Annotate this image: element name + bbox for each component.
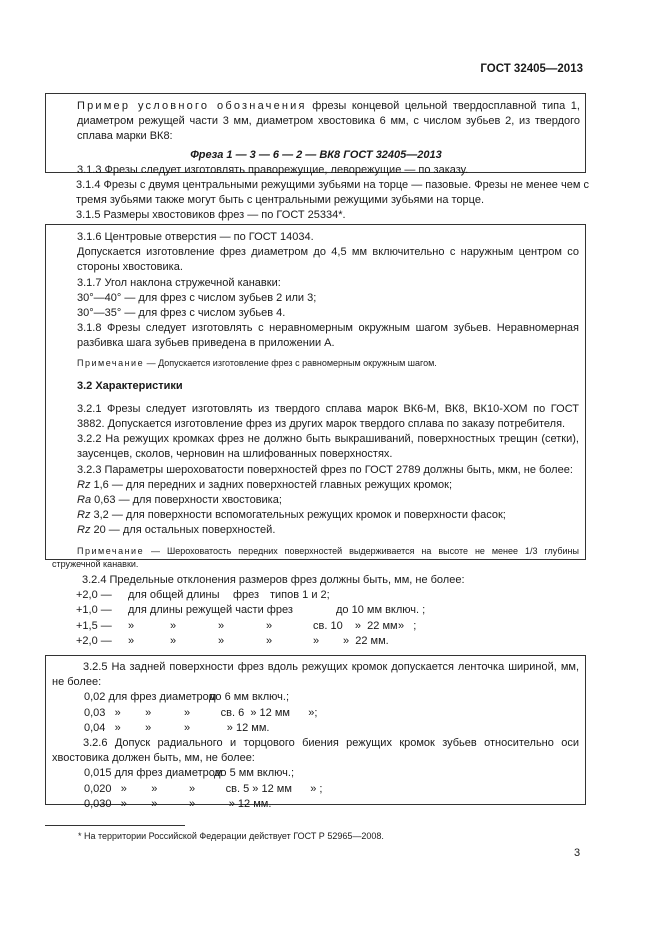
tolerance-cell: » (266, 634, 273, 647)
tolerance-cell: » (266, 619, 273, 632)
roughness-text-3: 3,2 — для поверхности вспомогательных режущих кромок и поверхности фасок; (90, 509, 506, 522)
tolerance-cell: для общей длины (128, 589, 220, 602)
tolerance-cell: фрез (233, 589, 260, 602)
tolerance-cell: » (170, 634, 177, 647)
clause-3-2-4: 3.2.4 Предельные отклонения размеров фрез должны быть, мм, не более: (82, 574, 465, 586)
clause-3-1-5: 3.1.5 Размеры хвостовиков фрез — по ГОСТ 25334*. (76, 209, 346, 222)
roughness-symbol-3: Rz (77, 509, 91, 522)
roughness-text-2: 0,63 — для поверхности хвостовика; (91, 494, 282, 507)
clause-3-1-3: 3.1.3 Фрезы следует изготовлять праворежущие, леворежущие — по заказу. (77, 163, 469, 176)
tolerance-cell: » 22 мм. (343, 634, 389, 647)
note-2-text: — Шероховатость передних поверхностей выдерживается на высоте не менее 1/3 глубины стружечной канавки. (52, 545, 579, 569)
clause-3-1-8: 3.1.8 Фрезы следует изготовлять с неравномерным окружным шагом зубьев. Неравномерная разбивка шага зубьев приведена в приложении А. (77, 322, 579, 350)
tolerance-cell: » (218, 634, 225, 647)
characteristics-box (45, 224, 586, 569)
tolerance-cell: » (218, 619, 225, 632)
clause-3-1-7: 3.1.7 Угол наклона стружечной канавки: (77, 276, 281, 289)
tolerance-cell: » (128, 619, 135, 632)
runout-box (45, 655, 586, 810)
clause-3-1-6: 3.1.6 Центровые отверстия — по ГОСТ 14034. (77, 231, 314, 243)
angle-row-1: 30°—40° — для фрез с числом зубьев 2 или 3; (77, 291, 317, 304)
example-box (45, 93, 586, 176)
clause-3-2-5: 3.2.5 На задней поверхности фрез вдоль режущих кромок допускается ленточка шириной, мм, не более: (52, 661, 579, 689)
footnote-divider (45, 825, 185, 826)
tolerance-cell: » (128, 634, 135, 647)
roughness-row-2 (52, 493, 579, 508)
clause-3-2-3: 3.2.3 Параметры шероховатости поверхностей фрез по ГОСТ 2789 должны быть, мкм, не более: (77, 463, 573, 476)
runout-row-2 (52, 782, 579, 797)
clause-3-2-1: 3.2.1 Фрезы следует изготовлять из твердого сплава марок ВК6-М, ВК8, ВК10-ХОМ по ГОСТ 3882. Допускается изготовление фрез из других марок твердого сплава по заказу потребителя. (77, 402, 579, 431)
tolerance-rows (48, 588, 589, 649)
land-row-2 (52, 706, 579, 721)
note-1 (52, 357, 579, 370)
clause-3-2-6: 3.2.6 Допуск радиального и торцового биения режущих кромок зубьев относительно оси хвостовика должен быть, мм, не более: (52, 737, 579, 765)
land-row-2-a: 0,03 » » (84, 706, 152, 719)
clause-3-2-2: 3.2.2 На режущих кромках фрез не должно быть выкрашиваний, поверхностных трещин (сетки), заусенцев, сколов, черновин на шлифованных поверхностях. (77, 433, 579, 461)
tolerance-cell: +2,0 — (76, 589, 112, 602)
runout-row-1-a: 0,015 для фрез диаметром (84, 767, 223, 780)
runout-row-3 (52, 797, 579, 812)
roughness-row-4 (52, 523, 579, 538)
designation: Фреза 1 — 3 — 6 — 2 — ВК8 ГОСТ 32405—2013 (190, 148, 442, 161)
tolerance-cell: +1,0 — (76, 604, 112, 617)
document-id: ГОСТ 32405—2013 (480, 63, 583, 75)
tolerance-cell: типов 1 и 2; (270, 589, 330, 602)
land-row-3-a: 0,04 » » (84, 721, 152, 734)
land-row-2-b: » св. 6 » 12 мм »; (184, 706, 318, 719)
clause-3-1-6-detail: Допускается изготовление фрез диаметром до 4,5 мм включительно с наружным центром со стороны хвостовика. (77, 246, 579, 274)
land-row-1-b: до 6 мм включ.; (209, 691, 289, 704)
angle-row-2: 30°—35° — для фрез с числом зубьев 4. (77, 307, 286, 320)
tolerance-row (76, 603, 589, 618)
note-1-label: Примечание (77, 357, 145, 368)
tolerance-cell: +2,0 — (76, 634, 112, 647)
runout-row-2-b: » св. 5 » 12 мм » ; (189, 782, 323, 795)
runout-row-3-a: 0,030 » » (84, 797, 158, 810)
runout-row-2-a: 0,020 » » (84, 782, 158, 795)
tolerance-row (76, 588, 589, 603)
example-paragraph (52, 99, 580, 145)
clause-3-1-4: 3.1.4 Фрезы с двумя центральными режущими зубьями на торце — пазовые. Фрезы не менее чем с тремя зубьями также могут быть с центральными режущими зубьями на торце. (76, 179, 589, 207)
note-2 (52, 545, 579, 571)
runout-row-3-b: » » 12 мм. (189, 797, 272, 810)
land-row-3-b: » » 12 мм. (184, 721, 270, 734)
tolerance-cell: св. 10 » 22 мм (313, 619, 398, 632)
roughness-symbol-2: Ra (77, 494, 92, 507)
roughness-text-1: 1,6 — для передних и задних поверхностей главных режущих кромок; (90, 478, 453, 491)
tolerance-cell: » (313, 634, 320, 647)
tolerance-row (76, 634, 589, 649)
roughness-symbol-4: Rz (77, 524, 91, 537)
page-number: 3 (574, 847, 581, 859)
runout-row-1-b: до 5 мм включ.; (214, 767, 294, 780)
example-label: Пример условного обозначения (77, 100, 307, 112)
note-1-text: — Допускается изготовление фрез с равномерным окружным шагом. (144, 357, 437, 368)
tolerance-row (76, 619, 589, 634)
tolerance-cell: +1,5 — (76, 619, 112, 632)
tolerance-cell: для длины режущей части фрез (128, 604, 293, 617)
land-row-3 (52, 721, 579, 736)
roughness-row-3 (52, 508, 579, 523)
tolerances-block (45, 573, 589, 649)
tolerance-cell: » (170, 619, 177, 632)
roughness-symbol-1: Rz (77, 478, 91, 491)
note-2-label: Примечание (77, 545, 145, 556)
roughness-row-1 (52, 478, 579, 493)
tolerance-cell: до 10 мм включ. ; (336, 604, 426, 617)
land-row-1 (52, 690, 579, 705)
section-heading: 3.2 Характеристики (77, 379, 183, 392)
footnote: * На территории Российской Федерации действует ГОСТ Р 52965—2008. (78, 831, 384, 841)
land-row-1-a: 0,02 для фрез диаметром (84, 691, 217, 704)
roughness-text-4: 20 — для остальных поверхностей. (90, 524, 276, 537)
runout-row-1 (52, 766, 579, 781)
tolerance-cell: » ; (398, 619, 417, 632)
plain-block-1 (45, 178, 589, 224)
example-text: фрезы концевой цельной твердосплавной типа 1, диаметром режущей части 3 мм, диаметром хвостовика 6 мм, с числом зубьев 2, из твердого сплава марки ВК8: (77, 100, 580, 143)
